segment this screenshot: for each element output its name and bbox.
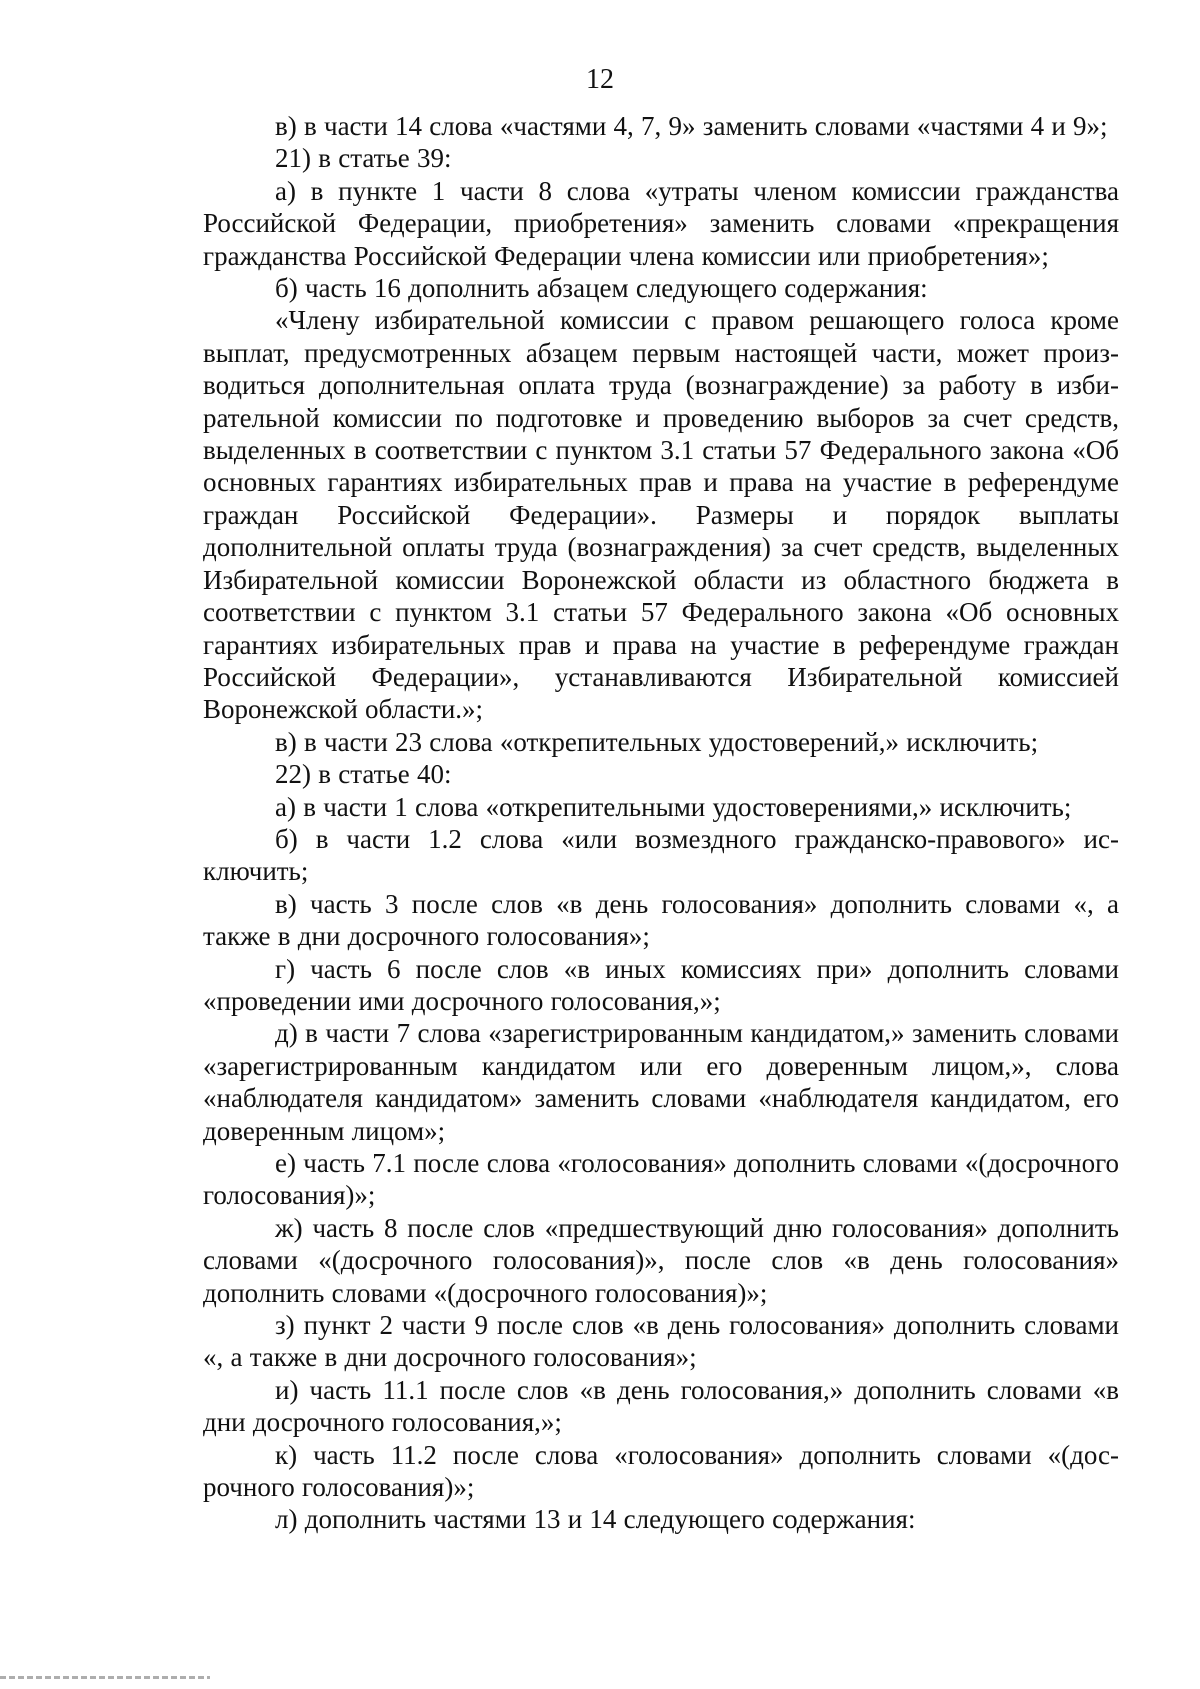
paragraph-item-b-part-16: б) часть 16 дополнить абзацем следующего содержания: [275, 273, 928, 304]
paragraph-item-a-part-1: а) в части 1 слова «открепительными удостоверениями,» исключить; [275, 791, 1072, 822]
scan-artifact-divider [0, 1676, 210, 1679]
page-number: 12 [586, 64, 614, 95]
paragraph-item-z-point-2-part-9: з) пункт 2 части 9 после слов «в день голосования» дополнить словами «, а также в дни досрочного голосования»; [203, 1310, 1119, 1373]
paragraph-item-a-point-1-part-8: а) в пункте 1 части 8 слова «утраты членом комиссии гражданства Российской Федерации, приобретения» заменить словами «прекращения гражданства Российской Федерации члена комиссии или приобретения»; [203, 175, 1119, 271]
paragraph-item-v-part-14: в) в части 14 слова «частями 4, 7, 9» заменить словами «частями 4 и 9»; [275, 111, 1108, 141]
paragraph-item-l-parts-13-14: л) дополнить частями 13 и 14 следующего содержания: [275, 1504, 916, 1535]
paragraph-item-22-article-40: 22) в статье 40: [275, 759, 452, 790]
paragraph-item-d-part-7: д) в части 7 слова «зарегистрированным кандидатом,» заменить словами «зарегистрированным кандидатом или его доверенным лицом,», слова «наблюдателя кандидатом» заменить словами «наблюдателя кандидатом, его доверенным лицом»; [203, 1018, 1119, 1146]
paragraph-item-v-part-23: в) в части 23 слова «открепительных удостоверений,» исключить; [275, 726, 1039, 757]
paragraph-item-21-article-39: 21) в статье 39: [275, 143, 452, 174]
paragraph-item-b-part-1-2: б) в части 1.2 слова «или возмездного гражданско-правового» исключить; [203, 823, 1119, 887]
paragraph-item-e-part-7-1: е) часть 7.1 после слова «голосования» дополнить словами «(досрочного голосования)»; [203, 1148, 1119, 1211]
paragraph-item-i-part-11-1: и) часть 11.1 после слов «в день голосования,» дополнить словами «в дни досрочного голосования,»; [203, 1374, 1119, 1438]
paragraph-item-g-part-6: г) часть 6 после слов «в иных комиссиях при» дополнить словами «проведении ими досрочного голосования,»; [203, 953, 1119, 1016]
paragraph-quoted-amendment: «Члену избирательной комиссии с правом решающего голоса кроме выплат, предусмотренных абзацем первым настоящей части, может производиться дополнительная оплата труда (вознаграждение) за работу в избирательной комиссии по подготовке и проведению выборов за счет средств, выделенных в соответствии с пунктом 3.1 статьи 57 Федерального закона «Об основных гарантиях избирательных прав и права на участие в референдуме граждан Российской Федерации». Размеры и порядок выплаты дополнительной оплаты труда (вознаграждения) за счет средств, выделенных Избирательной комиссии Воронежской области из областного бюджета в соответствии с пунктом 3.1 статьи 57 Федерального закона «Об основных гарантиях избирательных прав и права на участие в референдуме граждан Российской Федерации», устанавливаются Избирательной комиссией Воронежской области.»; [203, 305, 1119, 725]
paragraph-item-k-part-11-2: к) часть 11.2 после слова «голосования» дополнить словами «(досрочного голосования)»; [203, 1439, 1119, 1503]
paragraph-item-v-part-3: в) часть 3 после слов «в день голосования» дополнить словами «, а также в дни досрочного голосования»; [203, 888, 1119, 952]
paragraph-item-zh-part-8: ж) часть 8 после слов «предшествующий дню голосования» дополнить словами «(досрочного голосования)», после слов «в день голосования» дополнить словами «(досрочного голосования)»; [203, 1212, 1119, 1308]
document-body [203, 110, 1119, 1536]
